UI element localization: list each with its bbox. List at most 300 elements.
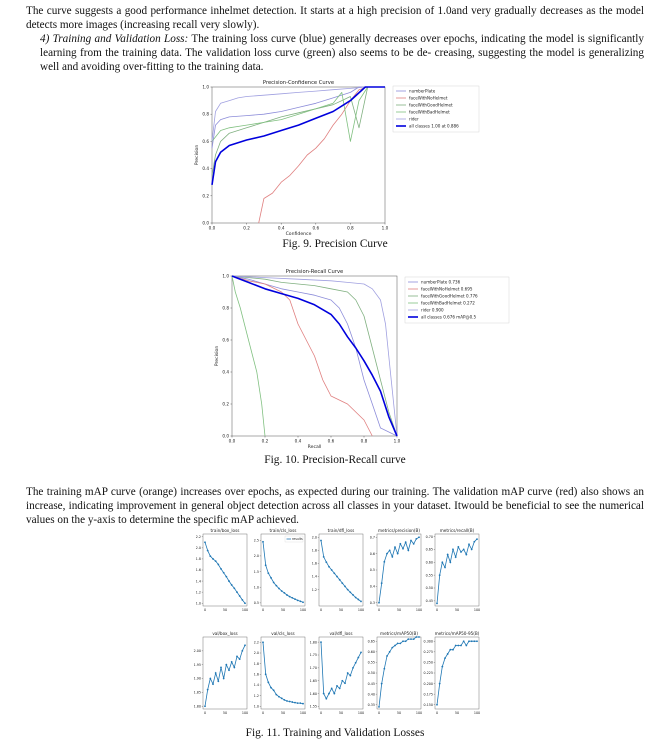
y-tick-label: 1.2 [311,587,317,592]
y-tick-label: 0.250 [423,660,433,665]
results-point [344,585,346,587]
y-tick-label: 0.2 [222,401,229,407]
results-point [397,642,399,644]
results-point [402,640,404,642]
y-tick-label: 1.85 [193,690,201,695]
y-tick-label: 1.4 [195,579,201,584]
x-tick-label: 1.0 [381,225,389,231]
y-tick-label: 1.8 [195,557,201,562]
results-point [463,640,465,642]
results-point [339,579,341,581]
results-point [320,641,322,643]
results-point [476,538,478,540]
x-tick-label: 0 [319,711,323,715]
results-point [273,582,275,584]
paragraph-text: The curve suggests a good performance inhelmet detection. It starts at a high precision of 1.0and very gradually decreases as the model detects more images (increasing recall very slowly). [26,5,644,32]
panel-frame [435,534,479,606]
y-tick-label: 0.4 [222,369,229,375]
y-tick-label: 1.75 [309,653,317,658]
results-point [336,576,338,578]
panel-title: val/box_loss [212,631,238,636]
results-point [212,558,214,560]
loss-panel [368,631,422,715]
results-point [394,645,396,647]
results-point [449,561,451,563]
legend-entry: rider 0.900 [421,307,444,313]
x-tick-label: 50 [338,711,344,715]
results-point [299,702,301,704]
results-point [239,658,241,660]
y-tick-label: 1.70 [309,666,317,671]
x-tick-label: 0.6 [312,225,320,231]
y-tick-label: 0.225 [423,671,433,676]
results-point [286,594,288,596]
results-point [399,642,401,644]
x-tick-label: 100 [473,608,481,612]
results-point [378,706,380,708]
y-tick-label: 2.0 [253,554,259,559]
panel-frame [203,534,247,606]
loss-panel [254,528,306,612]
y-axis-label: Precision [215,345,220,367]
results-point [241,599,243,601]
x-tick-label: 50 [222,711,228,715]
results-point [209,678,211,680]
y-tick-label: 1.8 [253,661,259,666]
results-point [383,668,385,670]
x-tick-label: 100 [241,608,249,612]
results-point [397,553,399,555]
x-tick-label: 0 [377,608,381,612]
results-point [349,591,351,593]
results-point [460,645,462,647]
results-point [325,561,327,563]
results-point [325,698,327,700]
panel-title: metrics/precision(B) [377,528,421,533]
results-point [355,662,357,664]
results-point [281,590,283,592]
results-point [347,672,349,674]
results-point [286,700,288,702]
x-tick-label: 50 [396,608,402,612]
results-point [289,596,291,598]
loss-panel [424,631,481,715]
figure-11-caption: Fig. 11. Training and Validation Losses [245,727,425,739]
results-point [270,577,272,579]
results-point [273,689,275,691]
results-point [323,693,325,695]
results-point [289,701,291,703]
results-point [476,640,478,642]
results-point [294,598,296,600]
y-tick-label: 0.8 [202,111,209,117]
y-tick-label: 0.45 [425,599,433,604]
y-tick-label: 0.55 [425,573,433,578]
x-tick-label: 0.4 [277,225,285,231]
y-tick-label: 1.4 [311,574,317,579]
figure-9-caption: Fig. 9. Precision Curve [282,238,388,250]
results-point [378,602,380,604]
results-point [381,582,383,584]
results-line [379,637,419,707]
results-point [439,574,441,576]
results-point [244,644,246,646]
y-tick-label: 0.60 [367,650,375,655]
results-point [331,688,333,690]
results-point [418,536,420,538]
x-axis-label: Confidence [285,232,312,237]
x-tick-label: 50 [222,608,228,612]
y-tick-label: 1.90 [193,676,201,681]
results-point [394,546,396,548]
results-point [471,640,473,642]
training-validation-loss-grid [185,526,485,726]
results-point [217,680,219,682]
results-point [455,556,457,558]
y-tick-label: 1.6 [195,568,201,573]
results-point [360,652,362,654]
y-tick-label: 0.300 [423,639,433,644]
paragraph-text: The training mAP curve (orange) increases over epochs, as expected during our training. The validation mAP curve (red) also shows an increase, indicating improvement in general object detection across all classes in your dataset. Itwould be beneficial to see the numerical values on the y-axis to determine the specific mAP achieved. [26,486,644,527]
results-point [352,667,354,669]
series-line [259,87,368,223]
results-point [212,683,214,685]
x-tick-label: 100 [357,711,365,715]
y-tick-label: 0.7 [369,535,375,540]
paragraph-heading: 4) Training and Validation Loss: [40,33,189,45]
results-point [236,655,238,657]
y-tick-label: 1.80 [309,640,317,645]
results-point [297,599,299,601]
results-point [233,667,235,669]
precision-confidence-chart [185,78,485,238]
results-point [352,594,354,596]
results-point [389,549,391,551]
results-point [468,543,470,545]
results-point [283,592,285,594]
y-tick-label: 0.35 [367,702,375,707]
results-point [444,567,446,569]
y-tick-label: 2.2 [253,640,259,645]
results-point [225,576,227,578]
results-point [328,693,330,695]
results-point [444,657,446,659]
results-point [386,655,388,657]
x-tick-label: 0 [261,608,265,612]
results-point [447,653,449,655]
results-point [357,599,359,601]
results-point [220,667,222,669]
results-point [415,636,417,638]
paragraph-map-summary [26,485,644,528]
panel-title: val/dfl_loss [329,631,353,636]
y-tick-label: 2.0 [311,535,317,540]
x-tick-label: 100 [415,711,423,715]
series-line [212,87,368,175]
results-point [410,638,412,640]
results-point [383,561,385,563]
figure-10-caption: Fig. 10. Precision-Recall curve [264,454,406,466]
y-tick-label: 0.55 [367,660,375,665]
x-tick-label: 0 [319,608,323,612]
results-point [231,661,233,663]
results-point [231,584,233,586]
paragraph-training-loss [26,32,644,75]
legend-entry: faceWithGoodHelmet 0.776 [421,293,478,299]
results-point [347,589,349,591]
y-tick-label: 0.45 [367,681,375,686]
y-tick-label: 1.6 [253,672,259,677]
results-point [407,549,409,551]
precision-recall-chart [205,265,515,455]
x-tick-label: 50 [396,711,402,715]
results-point [457,645,459,647]
results-line [437,539,477,603]
results-line [379,537,419,602]
panel-title: train/box_loss [210,528,240,533]
results-point [244,602,246,604]
x-tick-label: 0 [203,711,207,715]
y-tick-label: 0.0 [222,433,229,439]
results-point [386,553,388,555]
y-tick-label: 2.5 [253,538,259,543]
x-tick-label: 0 [377,711,381,715]
results-line [321,642,361,699]
x-tick-label: 0.8 [360,438,368,444]
y-tick-label: 1.2 [195,590,201,595]
results-line [437,641,477,705]
y-tick-label: 0.0 [202,220,209,226]
y-tick-label: 0.275 [423,650,433,655]
results-point [283,699,285,701]
results-point [360,601,362,603]
x-tick-label: 0 [435,608,439,612]
x-tick-label: 0.2 [243,225,250,231]
results-point [323,556,325,558]
results-point [331,569,333,571]
results-point [220,568,222,570]
results-point [291,701,293,703]
x-tick-label: 0.8 [347,225,354,231]
y-tick-label: 0.5 [369,568,375,573]
results-point [399,543,401,545]
y-tick-label: 2.2 [195,534,201,539]
results-point [239,595,241,597]
chart-title: Precision-Recall Curve [285,269,344,275]
x-tick-label: 100 [299,711,307,715]
results-point [281,697,283,699]
results-point [275,694,277,696]
results-point [439,683,441,685]
results-point [278,588,280,590]
results-point [452,649,454,651]
results-point [302,601,304,603]
loss-panel [194,631,248,715]
y-tick-label: 0.6 [222,337,229,343]
y-tick-label: 2.0 [253,651,259,656]
y-tick-label: 1.0 [253,585,259,590]
y-tick-label: 1.5 [253,569,259,574]
results-point [223,572,225,574]
results-point [473,640,475,642]
y-tick-label: 1.4 [253,683,259,688]
x-tick-label: 50 [280,608,286,612]
y-tick-label: 1.8 [311,548,317,553]
y-tick-label: 0.5 [253,601,259,606]
y-tick-label: 0.4 [369,584,375,589]
y-tick-label: 0.65 [367,639,375,644]
results-point [473,541,475,543]
results-point [402,548,404,550]
panel-title: train/dfl_loss [327,528,355,533]
results-point [344,682,346,684]
y-tick-label: 0.70 [425,534,433,539]
x-tick-label: 0.0 [208,225,216,231]
results-point [413,543,415,545]
results-point [413,638,415,640]
results-point [436,603,438,605]
results-point [233,587,235,589]
panel-frame [261,637,305,709]
results-point [436,704,438,706]
results-point [209,555,211,557]
x-axis-label: Recall [307,445,322,450]
results-point [270,687,272,689]
results-point [452,549,454,551]
x-tick-label: 100 [415,608,423,612]
y-tick-label: 1.0 [202,84,209,90]
panel-title: metrics/recall(B) [439,528,475,533]
results-point [455,645,457,647]
results-point [465,645,467,647]
panel-frame [319,534,363,606]
results-point [262,641,264,643]
results-point [267,572,269,574]
paragraph-precision-summary [26,4,644,32]
y-tick-label: 1.6 [311,561,317,566]
x-tick-label: 100 [357,608,365,612]
y-tick-label: 0.6 [369,551,375,556]
results-point [328,566,330,568]
results-point [228,580,230,582]
results-point [207,689,209,691]
loss-panel [426,528,480,612]
results-point [278,696,280,698]
loss-panel [196,528,248,612]
results-point [418,636,420,638]
results-point [447,554,449,556]
x-tick-label: 0.0 [228,438,236,444]
results-point [441,666,443,668]
loss-panel [312,528,364,612]
results-point [471,549,473,551]
x-tick-label: 0.2 [261,438,269,444]
series-line [232,276,265,436]
y-tick-label: 0.200 [423,681,433,686]
y-tick-label: 1.2 [253,693,259,698]
panel-title: metrics/mAP50-95(B) [434,631,480,636]
y-tick-label: 2.00 [193,649,201,654]
results-line [263,542,303,602]
results-point [407,638,409,640]
y-tick-label: 0.4 [202,166,209,172]
results-point [465,554,467,556]
y-tick-label: 1.95 [193,662,201,667]
x-tick-label: 0.6 [327,438,335,444]
results-point [265,673,267,675]
y-axis-label: Precision [195,144,200,166]
results-point [333,572,335,574]
y-tick-label: 0.8 [222,305,229,311]
y-tick-label: 0.3 [369,600,375,605]
results-point [262,541,264,543]
y-tick-label: 0.50 [367,671,375,676]
y-tick-label: 1.0 [222,273,229,279]
results-point [215,672,217,674]
x-tick-label: 100 [473,711,481,715]
legend-entry: results [292,537,303,542]
results-point [449,649,451,651]
loss-panel [310,631,364,715]
results-point [225,664,227,666]
results-point [339,688,341,690]
results-line [205,542,245,603]
x-tick-label: 50 [454,711,460,715]
y-tick-label: 1.80 [193,704,201,709]
results-point [405,541,407,543]
results-point [297,702,299,704]
x-tick-label: 50 [454,608,460,612]
results-point [215,560,217,562]
legend-entry: faceWithNoHelmet 0.695 [421,286,473,292]
results-point [265,564,267,566]
results-point [336,685,338,687]
legend-entry: faceWithNoHelmet [409,95,448,101]
y-tick-label: 1.0 [253,704,259,709]
results-point [381,683,383,685]
x-tick-label: 1.0 [393,438,401,444]
results-point [217,564,219,566]
y-tick-label: 1.55 [309,704,317,709]
results-point [241,650,243,652]
y-tick-label: 0.2 [202,193,209,199]
legend-entry: faceWithBadHelmet [409,109,450,115]
panel-title: val/cls_loss [271,631,295,636]
y-tick-label: 0.50 [425,586,433,591]
results-point [207,550,209,552]
results-point [341,680,343,682]
x-tick-label: 50 [280,711,286,715]
results-point [391,556,393,558]
panel-title: metrics/mAP50(B) [379,631,419,636]
y-tick-label: 0.175 [423,692,433,697]
results-point [341,582,343,584]
chart-title: Precision-Confidence Curve [262,80,335,86]
results-point [320,540,322,542]
results-point [410,540,412,542]
results-point [302,703,304,705]
results-point [267,681,269,683]
y-tick-label: 0.65 [425,547,433,552]
y-tick-label: 0.60 [425,560,433,565]
paragraph-text: The training loss curve (blue) generally decreases over epochs, indicating the model is significantly learning from the training data. The validation loss curve (green) also seems to be de- creasing, suggesting the model is generalizing well and avoiding over-fitting to the training data. [40,33,644,74]
results-point [460,551,462,553]
results-line [205,645,245,706]
results-point [299,600,301,602]
results-point [275,585,277,587]
series-line [212,87,368,141]
results-point [228,669,230,671]
